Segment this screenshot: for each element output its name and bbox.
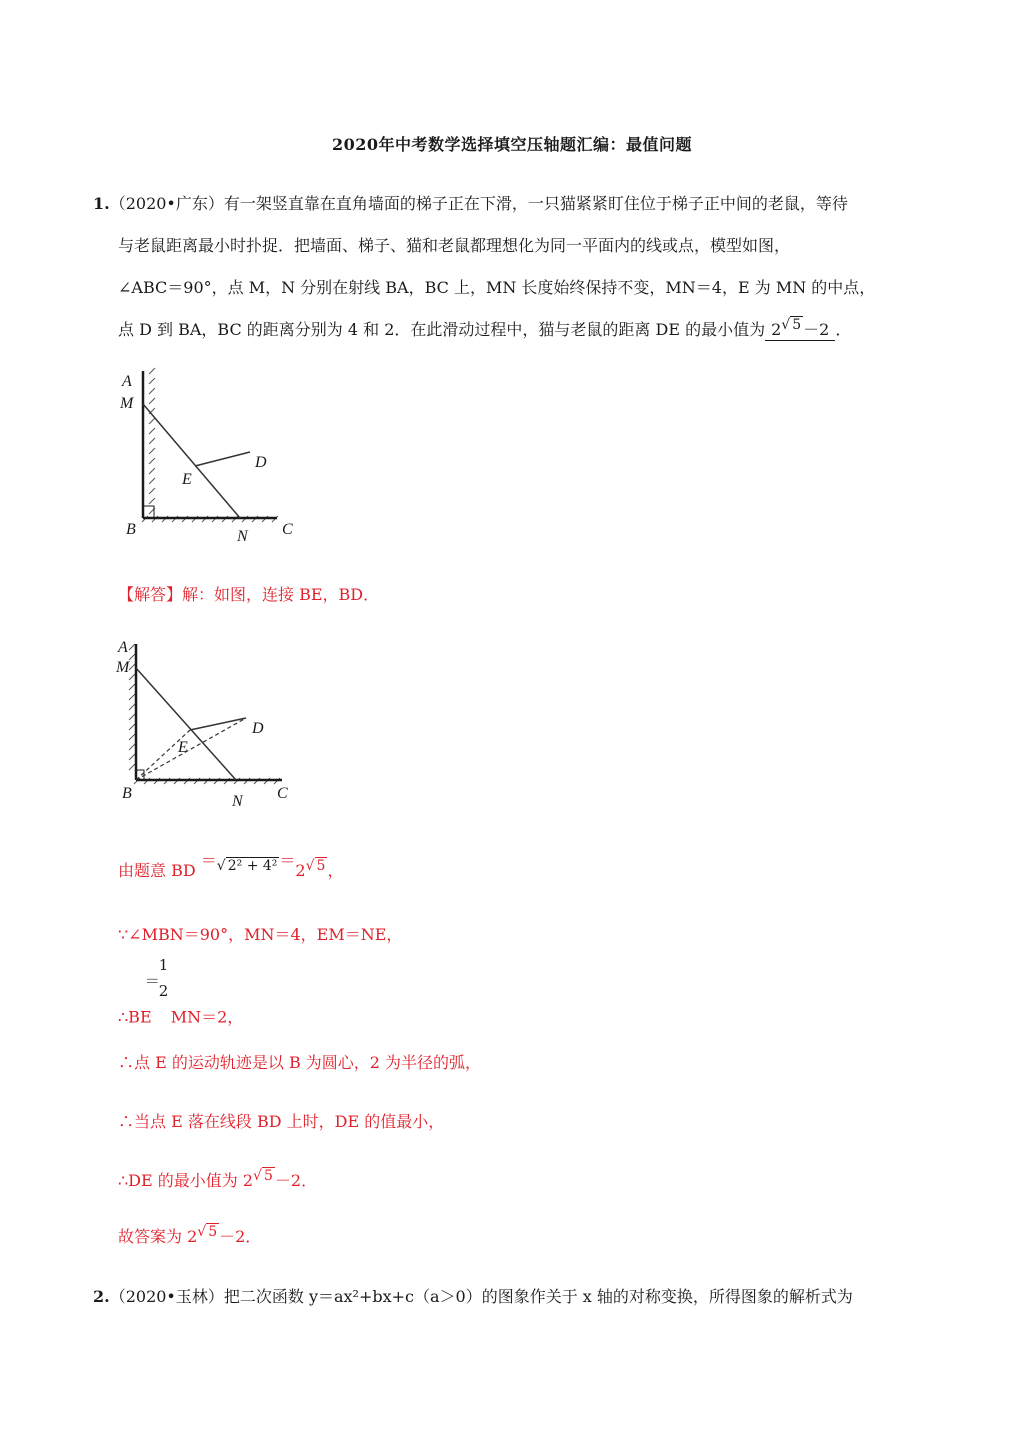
label-a: A	[118, 639, 128, 656]
label-b: B	[126, 521, 136, 538]
sqrt: √ 5	[781, 317, 802, 333]
figure-1	[112, 366, 312, 546]
sqrt: √ 5	[253, 1168, 273, 1184]
label-d: D	[255, 454, 267, 471]
radicand: 5	[792, 317, 802, 333]
question-text: （2020•玉林）把二次函数 y＝ax²+bx+c（a＞0）的图象作关于 x 轴的对称变换，所得图象的解析式为	[109, 1287, 853, 1306]
radicand: 5	[316, 858, 326, 874]
question-1-line-2: 与老鼠距离最小时扑捉．把墙面、梯子、猫和老鼠都理想化为同一平面内的线或点，模型如图，	[118, 236, 791, 255]
denominator: 2	[158, 982, 169, 1000]
radicand: 5	[263, 1168, 273, 1184]
question-text: （2020•广东）有一架竖直靠在直角墙面的梯子正在下滑，一只猫紧紧盯住位于梯子正中间的老鼠，等待	[109, 194, 848, 213]
question-1-line-1	[93, 191, 848, 214]
solution-step-5: ∴当点 E 落在线段 BD 上时，DE 的值最小，	[118, 1112, 445, 1131]
radicand: 2² + 4²	[227, 858, 278, 874]
question-number: 1.	[93, 194, 110, 213]
label-d: D	[252, 720, 264, 737]
solution-heading: 【解答】解：如图，连接 BE，BD．	[118, 585, 380, 604]
equals-sign: ＝	[144, 972, 160, 990]
solution-step-7	[118, 1224, 261, 1247]
sqrt: √ 5	[305, 858, 326, 874]
question-2-line-1	[93, 1284, 853, 1307]
step-text: ∴BE	[118, 1007, 152, 1027]
solution-step-3	[118, 956, 244, 1038]
sqrt: √ 2² + 4²	[216, 858, 278, 874]
label-n: N	[232, 793, 243, 810]
figure-2	[112, 632, 312, 812]
question-1-line-3: ∠ABC＝90°，点 M，N 分别在射线 BA，BC 上，MN 长度始终保持不变，MN＝4，E 为 MN 的中点，	[118, 278, 876, 297]
answer-tail: －2	[803, 320, 830, 339]
coef: 2	[295, 861, 306, 880]
step-text: MN＝2，	[170, 1007, 244, 1027]
label-a: A	[122, 373, 132, 390]
step-text: 由题意 BD	[118, 861, 196, 880]
comma: ，	[327, 861, 344, 880]
period: ．	[835, 320, 852, 339]
label-c: C	[277, 785, 288, 802]
fraction	[144, 956, 171, 1026]
question-number: 2.	[93, 1287, 110, 1306]
label-b: B	[122, 785, 132, 802]
step-text: －2．	[274, 1171, 318, 1190]
step-text: －2．	[219, 1227, 262, 1246]
sqrt: √ 5	[197, 1224, 218, 1240]
solution-step-1	[118, 851, 344, 881]
solution-step-4: ∴点 E 的运动轨迹是以 B 为圆心，2 为半径的弧，	[118, 1053, 482, 1072]
step-text: ∴DE 的最小值为 2	[118, 1171, 254, 1190]
label-e: E	[182, 471, 192, 488]
label-c: C	[282, 521, 293, 538]
solution-step-6	[118, 1168, 317, 1191]
label-m: M	[120, 395, 134, 412]
question-1-line-4	[118, 317, 851, 341]
radicand: 5	[208, 1224, 218, 1240]
label-m: M	[116, 659, 130, 676]
question-text: 点 D 到 BA，BC 的距离分别为 4 和 2．在此滑动过程中，猫与老鼠的距离 DE 的最小值为	[118, 320, 766, 339]
equals-sign: ＝	[279, 851, 296, 870]
label-n: N	[237, 528, 248, 545]
answer-coef: 2	[771, 320, 782, 339]
step-text: 故答案为 2	[118, 1227, 198, 1246]
label-e: E	[178, 739, 188, 756]
answer-blank	[765, 317, 835, 341]
solution-step-2: ∵∠MBN＝90°，MN＝4，EM＝NE，	[118, 925, 403, 944]
numerator: 1	[158, 956, 169, 974]
page-title: 2020年中考数学选择填空压轴题汇编：最值问题	[331, 135, 693, 154]
equals-sign: ＝	[200, 851, 217, 870]
